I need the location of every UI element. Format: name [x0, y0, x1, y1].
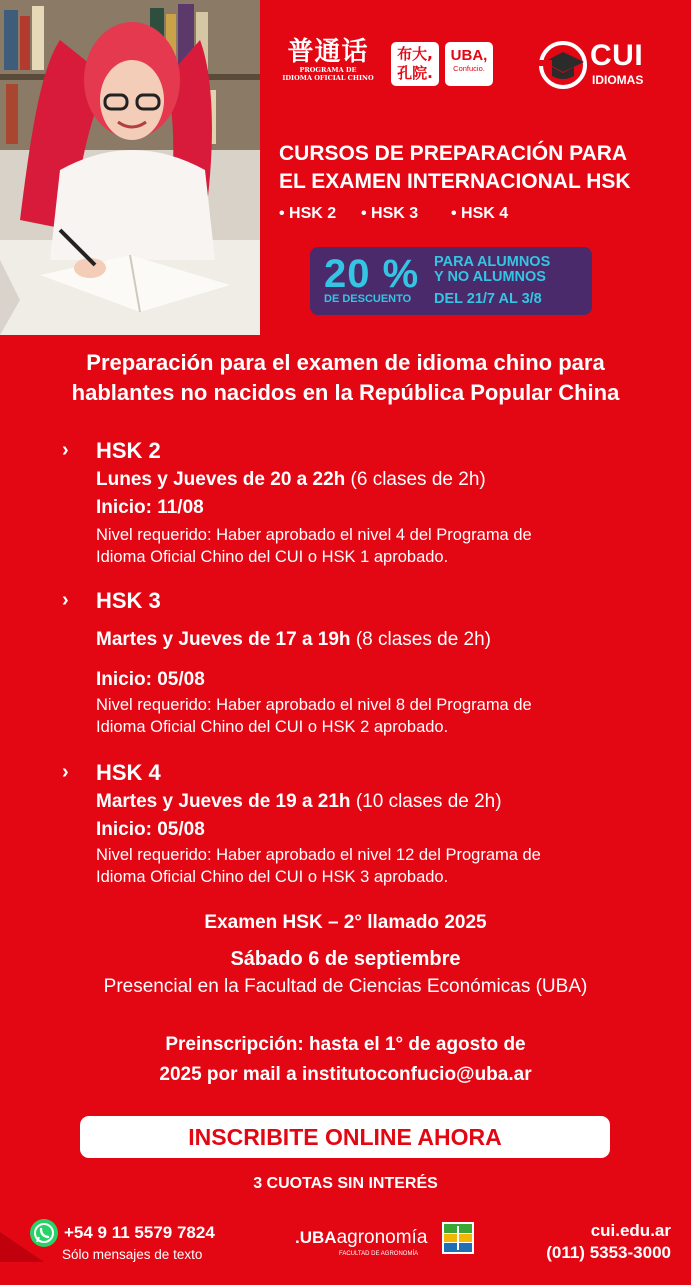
- uba-faculty: agronomía: [336, 1227, 428, 1248]
- installments-note: 3 CUOTAS SIN INTERÉS: [253, 1175, 438, 1192]
- programa-idioma-chino-logo: [278, 38, 378, 82]
- discount-dates: DEL 21/7 AL 3/8: [434, 291, 542, 307]
- agronomia-emblem-icon: [442, 1222, 474, 1254]
- discount-badge: [310, 247, 592, 315]
- requirement-line1: Nivel requerido: Haber aprobado el nivel 12 del Programa de: [96, 846, 541, 864]
- confucio-cn-logo: [391, 42, 439, 86]
- cui-idiomas-logo: [536, 38, 666, 94]
- course-requirement: [96, 524, 656, 568]
- schedule-text: Martes y Jueves de 19 a 21h: [96, 791, 351, 812]
- exam-date: Sábado 6 de septiembre: [230, 948, 461, 970]
- programa-line1: PROGRAMA DE: [299, 66, 357, 74]
- student-reading-illustration: [0, 0, 260, 335]
- chevron-right-icon: ›: [62, 589, 69, 611]
- confucio-cn-line1: 布大,: [397, 45, 433, 63]
- exam-title: Examen HSK – 2° llamado 2025: [204, 912, 487, 933]
- prereg-line2: 2025 por mail a institutoconfucio@uba.ar: [159, 1064, 532, 1085]
- title-line2: EL EXAMEN INTERNACIONAL HSK: [279, 170, 631, 193]
- course-name: HSK 4: [96, 760, 161, 785]
- course-start: Inicio: 11/08: [96, 497, 204, 518]
- discount-percent: 20 %: [324, 252, 420, 296]
- intro-line1: Preparación para el examen de idioma chino para: [86, 350, 605, 375]
- intro-text: [30, 348, 661, 408]
- page-title: [279, 140, 679, 196]
- level-item: • HSK 4: [451, 205, 509, 222]
- requirement-line2: Idioma Oficial Chino del CUI o HSK 3 aprobado.: [96, 868, 449, 886]
- exam-place: Presencial en la Facultad de Ciencias Económicas (UBA): [103, 976, 588, 997]
- intro-line2: hablantes no nacidos en la República Popular China: [71, 380, 620, 405]
- course-name: HSK 2: [96, 438, 161, 463]
- hero-photo: [0, 0, 260, 335]
- course-name: HSK 3: [96, 588, 161, 613]
- uba-prefix: .UBA: [295, 1228, 337, 1247]
- level-item: • HSK 2: [279, 205, 337, 222]
- level-item: • HSK 3: [361, 205, 419, 222]
- course-start: Inicio: 05/08: [96, 819, 205, 840]
- whatsapp-phone[interactable]: +54 9 11 5579 7824: [64, 1223, 215, 1242]
- discount-percent-label: DE DESCUENTO: [324, 293, 412, 305]
- course-requirement: [96, 694, 656, 738]
- classes-text: (8 clases de 2h): [355, 629, 492, 650]
- cui-label: CUI: [590, 39, 644, 72]
- schedule-text: Lunes y Jueves de 20 a 22h: [96, 469, 346, 490]
- prereg-line1: Preinscripción: hasta el 1° de agosto de: [165, 1034, 526, 1055]
- uba-confucio-logo: [445, 42, 493, 86]
- course-schedule: [96, 468, 656, 492]
- requirement-line2: Idioma Oficial Chino del CUI o HSK 2 aprobado.: [96, 718, 449, 736]
- course-schedule: [96, 790, 656, 814]
- whatsapp-icon[interactable]: [30, 1219, 58, 1247]
- classes-text: (10 clases de 2h): [355, 791, 502, 812]
- requirement-line1: Nivel requerido: Haber aprobado el nivel 8 del Programa de: [96, 696, 532, 714]
- phone-note: Sólo mensajes de texto: [62, 1247, 203, 1262]
- cui-emblem-icon: [538, 40, 588, 90]
- enroll-online-button[interactable]: INSCRIBITE ONLINE AHORA: [80, 1116, 610, 1158]
- website-link[interactable]: cui.edu.ar: [590, 1221, 671, 1240]
- uba-faculty-sub: FACULTAD DE AGRONOMÍA: [339, 1251, 419, 1257]
- uba-agronomia-logo: [295, 1227, 428, 1257]
- cui-sub: IDIOMAS: [592, 73, 644, 87]
- chevron-right-icon: ›: [62, 761, 69, 783]
- uba-label: UBA,: [450, 47, 488, 64]
- course-start: Inicio: 05/08: [96, 669, 205, 690]
- preregistration-text: [100, 1030, 591, 1090]
- classes-text: (6 clases de 2h): [350, 469, 486, 490]
- chevron-right-icon: ›: [62, 439, 69, 461]
- audience-line1: PARA ALUMNOS: [434, 254, 551, 270]
- uba-sub: Confucio.: [453, 64, 485, 73]
- confucio-cn-line2: 孔院.: [397, 64, 433, 82]
- programa-cn-text: 普通话: [287, 37, 369, 67]
- title-line1: CURSOS DE PREPARACIÓN PARA: [279, 142, 628, 165]
- schedule-text: Martes y Jueves de 17 a 19h: [96, 629, 351, 650]
- audience-line2: Y NO ALUMNOS: [434, 269, 546, 285]
- course-schedule: [96, 628, 656, 652]
- telephone-number[interactable]: (011) 5353-3000: [546, 1243, 671, 1262]
- whatsapp-glyph-icon: [30, 1219, 58, 1247]
- programa-line2: IDIOMA OFICIAL CHINO: [282, 74, 374, 82]
- course-requirement: [96, 844, 656, 888]
- discount-audience: [434, 255, 586, 285]
- requirement-line2: Idioma Oficial Chino del CUI o HSK 1 aprobado.: [96, 548, 449, 566]
- requirement-line1: Nivel requerido: Haber aprobado el nivel 4 del Programa de: [96, 526, 532, 544]
